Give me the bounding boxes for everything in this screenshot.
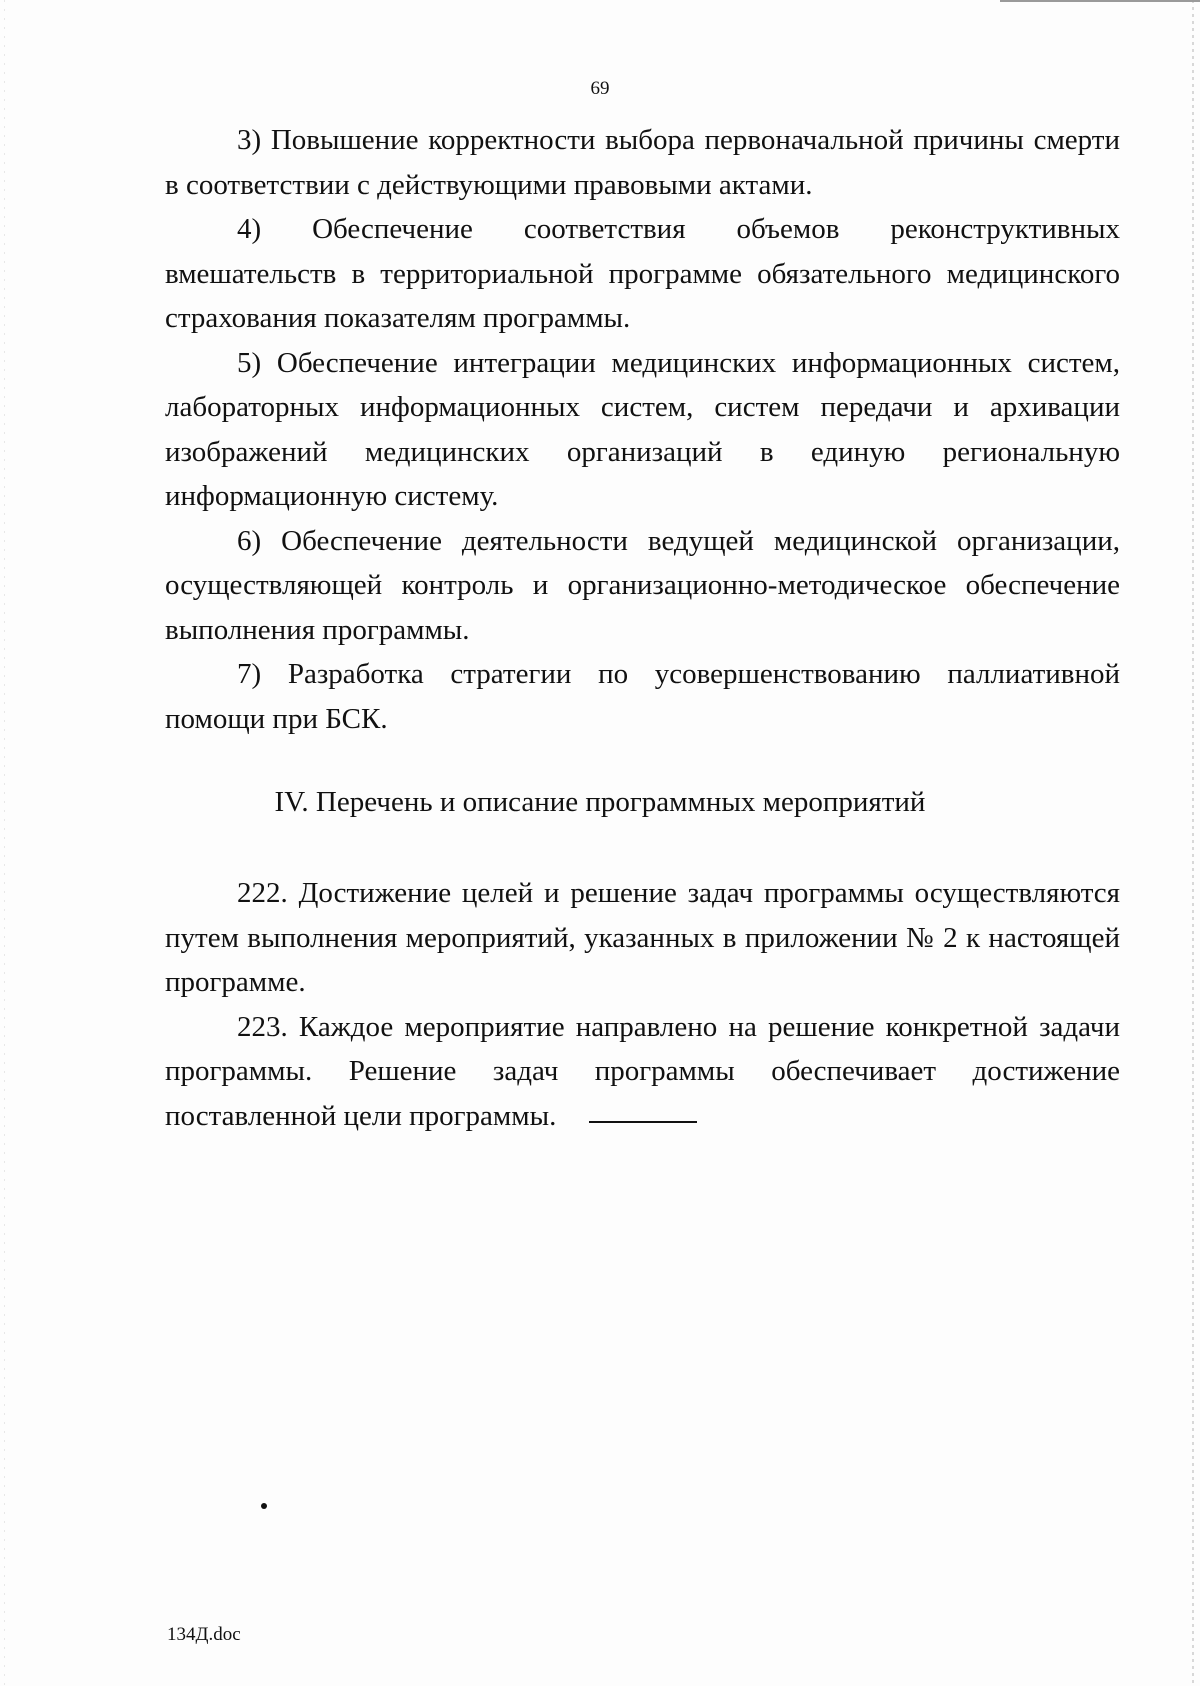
paragraph-item-6: 6) Обеспечение деятельности ведущей медицинской организации, осуществляющей контроль и организационно-методическое обеспечение выполнения программы.: [165, 524, 1120, 646]
footer-file-ref: 134Д.doc: [167, 1624, 241, 1645]
body-text-bottom: [165, 871, 1120, 1138]
scan-edge-left: [4, 0, 5, 1686]
page-number: 69: [590, 78, 610, 99]
section-heading: IV. Перечень и описание программных мероприятий: [274, 786, 926, 818]
paragraph-item-3: 3) Повышение корректности выбора первоначальной причины смерти в соответствии с действующими правовыми актами.: [165, 124, 1120, 201]
scan-top-line: [1000, 0, 1200, 2]
end-rule: [589, 1121, 697, 1123]
paragraph-item-5: 5) Обеспечение интеграции медицинских информационных систем, лабораторных информационных систем, систем передачи и архивации изображений медицинских организаций в единую региональную информационную систему.: [165, 346, 1120, 512]
paragraph-item-4: 4) Обеспечение соответствия объемов реконструктивных вмешательств в территориальной программе обязательного медицинского страхования показателям программы.: [165, 213, 1120, 334]
paragraph-222: 222. Достижение целей и решение задач программы осуществляются путем выполнения мероприятий, указанных в приложении № 2 к настоящей программе.: [165, 877, 1120, 998]
paragraph-item-7: 7) Разработка стратегии по усовершенствованию паллиативной помощи при БСК.: [165, 658, 1120, 735]
body-text-top: [165, 118, 1120, 741]
stray-mark: [261, 1503, 267, 1509]
paragraph-223: 223. Каждое мероприятие направлено на решение конкретной задачи программы. Решение задач программы обеспечивает достижение поставленной цели программы.: [165, 1010, 1120, 1132]
scan-edge-right: [1192, 0, 1194, 1686]
